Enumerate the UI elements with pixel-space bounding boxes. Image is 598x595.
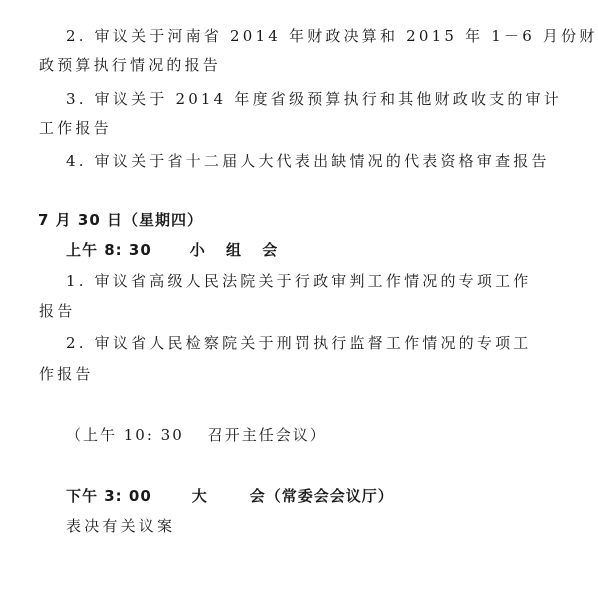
- morning-note-text: 召开主任会议）: [207, 426, 327, 444]
- agenda-item-2-line-1: 2. 审议关于河南省 2014 年财政决算和 2015 年 1－6 月份财: [66, 27, 598, 45]
- afternoon-session-heading: [66, 486, 394, 506]
- morning-item-2-line-1: 2. 审议省人民检察院关于刑罚执行监督工作情况的专项工: [66, 334, 532, 352]
- agenda-item-3-line-1: 3. 审议关于 2014 年度省级预算执行和其他财政收支的审计: [66, 90, 562, 108]
- agenda-item-2-line-2: 政预算执行情况的报告: [39, 56, 222, 74]
- afternoon-item-line-1: 表决有关议案: [66, 517, 176, 535]
- afternoon-session-part-a: 大: [191, 487, 208, 505]
- afternoon-session-part-b: 会（常委会会议厅）: [249, 487, 394, 505]
- day-weekday: （星期四）: [122, 211, 203, 229]
- morning-item-2-line-2: 作报告: [39, 365, 94, 383]
- agenda-item-4-line-1: 4. 审议关于省十二届人大代表出缺情况的代表资格审查报告: [66, 152, 550, 170]
- day-heading: [38, 210, 203, 230]
- morning-note-time: （上午 10: 30: [66, 426, 184, 444]
- morning-session-name: 小 组 会: [189, 241, 286, 259]
- afternoon-time: 下午 3: 00: [66, 487, 152, 505]
- morning-item-1-line-1: 1. 审议省高级人民法院关于行政审判工作情况的专项工作: [66, 272, 532, 290]
- morning-note: [66, 425, 327, 445]
- morning-session-heading: [66, 240, 285, 260]
- morning-time: 上午 8: 30: [66, 241, 152, 259]
- day-date: 7 月 30 日: [38, 211, 123, 229]
- morning-item-1-line-2: 报告: [39, 302, 76, 320]
- agenda-item-3-line-2: 工作报告: [39, 119, 112, 137]
